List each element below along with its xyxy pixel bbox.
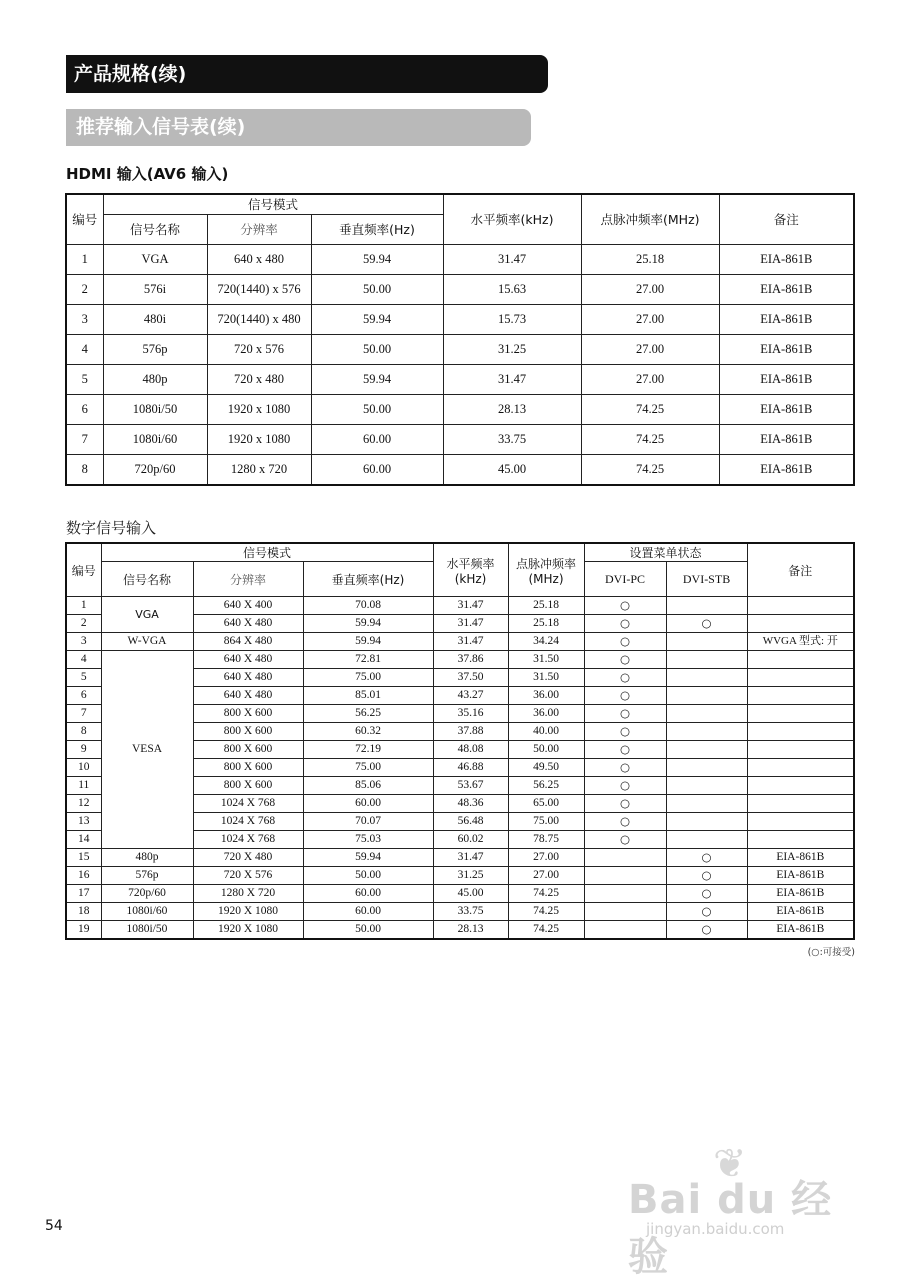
cell-clock: 74.25 [581, 454, 719, 485]
cell-vfreq: 60.00 [311, 454, 443, 485]
cell-num: 1 [66, 244, 103, 274]
cell-hfreq: 33.75 [433, 903, 508, 921]
cell-vfreq: 50.00 [303, 867, 433, 885]
cell-vfreq: 60.00 [303, 903, 433, 921]
cell-hfreq: 35.16 [433, 705, 508, 723]
cell-vfreq: 59.94 [311, 244, 443, 274]
table-row [66, 394, 854, 424]
table-row [66, 921, 854, 940]
cell-res: 800 X 600 [193, 759, 303, 777]
cell-clock: 27.00 [508, 849, 584, 867]
cell-hfreq: 56.48 [433, 813, 508, 831]
col-header-clock: 点脉冲频率(MHz) [508, 543, 584, 597]
cell-name: 720p/60 [101, 885, 193, 903]
cell-hfreq: 28.13 [433, 921, 508, 940]
cell-dvistb: ○ [666, 903, 747, 921]
cell-name: 1080i/60 [101, 903, 193, 921]
cell-vfreq: 72.81 [303, 651, 433, 669]
cell-num: 3 [66, 633, 101, 651]
table-row [66, 274, 854, 304]
cell-dvistb [666, 633, 747, 651]
col-header-hfreq: 水平频率(kHz) [443, 194, 581, 244]
cell-vfreq: 70.08 [303, 597, 433, 615]
cell-clock: 25.18 [508, 597, 584, 615]
cell-num: 8 [66, 454, 103, 485]
cell-name: 480i [103, 304, 207, 334]
cell-num: 12 [66, 795, 101, 813]
watermark-url: jingyan.baidu.com [646, 1220, 785, 1238]
paw-icon: ❦ [713, 1141, 747, 1186]
cell-dvistb [666, 795, 747, 813]
cell-res: 1920 X 1080 [193, 921, 303, 940]
col-header-mode: 信号模式 [101, 543, 433, 562]
cell-remark: EIA-861B [747, 885, 854, 903]
cell-clock: 40.00 [508, 723, 584, 741]
cell-num: 4 [66, 334, 103, 364]
cell-clock: 27.00 [581, 364, 719, 394]
cell-vfreq: 60.00 [303, 795, 433, 813]
cell-res: 800 X 600 [193, 777, 303, 795]
cell-remark [747, 687, 854, 705]
cell-res: 720 X 480 [193, 849, 303, 867]
cell-name: 576p [103, 334, 207, 364]
watermark [628, 1140, 868, 1280]
cell-dvipc: ○ [584, 795, 666, 813]
cell-res: 1920 X 1080 [193, 903, 303, 921]
cell-res: 720(1440) x 480 [207, 304, 311, 334]
cell-num: 2 [66, 615, 101, 633]
cell-res: 640 X 480 [193, 651, 303, 669]
cell-clock: 31.50 [508, 669, 584, 687]
hdmi-table-title: HDMI 输入(AV6 输入) [66, 165, 229, 183]
cell-hfreq: 45.00 [443, 454, 581, 485]
cell-name: 576i [103, 274, 207, 304]
cell-clock: 74.25 [508, 885, 584, 903]
table-row [66, 364, 854, 394]
cell-remark: EIA-861B [747, 849, 854, 867]
cell-res: 1024 X 768 [193, 813, 303, 831]
cell-hfreq: 31.47 [433, 615, 508, 633]
cell-res: 1920 x 1080 [207, 424, 311, 454]
col-header-vfreq: 垂直频率(Hz) [311, 214, 443, 244]
cell-clock: 65.00 [508, 795, 584, 813]
cell-dvistb [666, 777, 747, 795]
col-header-res: 分辨率 [193, 562, 303, 597]
cell-hfreq: 28.13 [443, 394, 581, 424]
col-header-name: 信号名称 [103, 214, 207, 244]
cell-vfreq: 50.00 [311, 394, 443, 424]
cell-clock: 75.00 [508, 813, 584, 831]
cell-clock: 74.25 [508, 921, 584, 940]
table-row [66, 633, 854, 651]
cell-dvipc: ○ [584, 759, 666, 777]
digital-table-title: 数字信号输入 [66, 519, 157, 537]
cell-hfreq: 60.02 [433, 831, 508, 849]
cell-res: 800 X 600 [193, 705, 303, 723]
cell-dvipc: ○ [584, 597, 666, 615]
cell-vfreq: 75.00 [303, 669, 433, 687]
cell-num: 13 [66, 813, 101, 831]
cell-dvistb [666, 741, 747, 759]
cell-hfreq: 48.08 [433, 741, 508, 759]
cell-num: 6 [66, 394, 103, 424]
cell-dvipc: ○ [584, 777, 666, 795]
cell-remark [747, 597, 854, 615]
cell-num: 9 [66, 741, 101, 759]
cell-dvipc [584, 867, 666, 885]
cell-res: 1024 X 768 [193, 795, 303, 813]
cell-hfreq: 15.73 [443, 304, 581, 334]
cell-name: 576p [101, 867, 193, 885]
cell-vfreq: 50.00 [303, 921, 433, 940]
cell-vfreq: 59.94 [303, 633, 433, 651]
table-row [66, 304, 854, 334]
cell-name: 480p [103, 364, 207, 394]
cell-name: VGA [103, 244, 207, 274]
cell-clock: 31.50 [508, 651, 584, 669]
cell-clock: 78.75 [508, 831, 584, 849]
cell-clock: 27.00 [581, 304, 719, 334]
cell-res: 864 X 480 [193, 633, 303, 651]
cell-name: 1080i/60 [103, 424, 207, 454]
cell-hfreq: 46.88 [433, 759, 508, 777]
cell-vfreq: 59.94 [303, 849, 433, 867]
cell-hfreq: 31.47 [433, 597, 508, 615]
cell-num: 3 [66, 304, 103, 334]
cell-hfreq: 37.86 [433, 651, 508, 669]
cell-dvipc: ○ [584, 831, 666, 849]
col-header-num: 编号 [66, 543, 101, 597]
cell-dvistb [666, 669, 747, 687]
cell-res: 800 X 600 [193, 741, 303, 759]
col-header-menu: 设置菜单状态 [584, 543, 747, 562]
cell-remark: EIA-861B [719, 364, 854, 394]
cell-hfreq: 31.47 [443, 364, 581, 394]
cell-res: 640 X 480 [193, 669, 303, 687]
col-header-hfreq: 水平频率(kHz) [433, 543, 508, 597]
cell-remark: EIA-861B [719, 244, 854, 274]
cell-res: 640 X 400 [193, 597, 303, 615]
cell-name-group-vesa: VESA [101, 651, 193, 849]
cell-remark [747, 795, 854, 813]
cell-clock: 34.24 [508, 633, 584, 651]
cell-dvipc [584, 849, 666, 867]
col-header-name: 信号名称 [101, 562, 193, 597]
page-number: 54 [45, 1218, 63, 1234]
cell-remark [747, 759, 854, 777]
cell-vfreq: 50.00 [311, 334, 443, 364]
cell-vfreq: 59.94 [311, 364, 443, 394]
cell-dvistb [666, 831, 747, 849]
cell-vfreq: 70.07 [303, 813, 433, 831]
cell-dvipc [584, 885, 666, 903]
cell-remark: WVGA 型式: 开 [747, 633, 854, 651]
cell-num: 4 [66, 651, 101, 669]
cell-vfreq: 50.00 [311, 274, 443, 304]
cell-clock: 56.25 [508, 777, 584, 795]
cell-remark: EIA-861B [719, 304, 854, 334]
cell-dvipc: ○ [584, 687, 666, 705]
cell-vfreq: 59.94 [311, 304, 443, 334]
cell-dvistb [666, 759, 747, 777]
cell-hfreq: 45.00 [433, 885, 508, 903]
table-row [66, 597, 854, 615]
cell-dvistb: ○ [666, 615, 747, 633]
cell-remark [747, 669, 854, 687]
cell-remark: EIA-861B [747, 867, 854, 885]
cell-dvistb: ○ [666, 867, 747, 885]
table-row [66, 651, 854, 669]
cell-remark [747, 741, 854, 759]
table-row [66, 244, 854, 274]
cell-num: 1 [66, 597, 101, 615]
cell-clock: 74.25 [508, 903, 584, 921]
table-row [66, 849, 854, 867]
cell-name: 1080i/50 [103, 394, 207, 424]
cell-name: 480p [101, 849, 193, 867]
cell-clock: 36.00 [508, 687, 584, 705]
cell-remark: EIA-861B [719, 334, 854, 364]
cell-hfreq: 48.36 [433, 795, 508, 813]
cell-remark: EIA-861B [747, 903, 854, 921]
cell-clock: 25.18 [508, 615, 584, 633]
section-title-bar: 产品规格(续) [66, 55, 548, 93]
cell-hfreq: 31.47 [433, 849, 508, 867]
cell-num: 7 [66, 424, 103, 454]
cell-dvistb [666, 813, 747, 831]
cell-clock: 50.00 [508, 741, 584, 759]
cell-dvistb: ○ [666, 849, 747, 867]
cell-num: 5 [66, 364, 103, 394]
cell-res: 640 x 480 [207, 244, 311, 274]
cell-clock: 36.00 [508, 705, 584, 723]
cell-num: 17 [66, 885, 101, 903]
col-header-remark: 备注 [747, 543, 854, 597]
col-header-vfreq: 垂直频率(Hz) [303, 562, 433, 597]
cell-hfreq: 31.25 [433, 867, 508, 885]
cell-num: 14 [66, 831, 101, 849]
cell-hfreq: 31.25 [443, 334, 581, 364]
cell-name: W-VGA [101, 633, 193, 651]
cell-hfreq: 37.88 [433, 723, 508, 741]
cell-hfreq: 31.47 [433, 633, 508, 651]
cell-vfreq: 72.19 [303, 741, 433, 759]
cell-dvipc: ○ [584, 669, 666, 687]
hdmi-signal-table [65, 193, 855, 486]
cell-dvipc [584, 921, 666, 940]
cell-hfreq: 31.47 [443, 244, 581, 274]
cell-dvistb [666, 705, 747, 723]
cell-hfreq: 43.27 [433, 687, 508, 705]
cell-remark [747, 723, 854, 741]
cell-clock: 27.00 [508, 867, 584, 885]
cell-remark: EIA-861B [747, 921, 854, 940]
cell-res: 720 x 480 [207, 364, 311, 394]
acceptance-note: (○:可接受) [807, 947, 855, 958]
cell-vfreq: 75.03 [303, 831, 433, 849]
cell-num: 15 [66, 849, 101, 867]
cell-hfreq: 37.50 [433, 669, 508, 687]
cell-dvipc: ○ [584, 615, 666, 633]
cell-dvistb [666, 597, 747, 615]
cell-num: 11 [66, 777, 101, 795]
cell-remark [747, 651, 854, 669]
cell-dvipc: ○ [584, 705, 666, 723]
table-row [66, 454, 854, 485]
cell-clock: 49.50 [508, 759, 584, 777]
col-header-clock: 点脉冲频率(MHz) [581, 194, 719, 244]
cell-num: 6 [66, 687, 101, 705]
col-header-num: 编号 [66, 194, 103, 244]
table-row [66, 867, 854, 885]
cell-remark: EIA-861B [719, 424, 854, 454]
cell-dvipc: ○ [584, 651, 666, 669]
watermark-brand: Bai du 经验 [628, 1177, 833, 1280]
cell-res: 640 X 480 [193, 687, 303, 705]
cell-num: 7 [66, 705, 101, 723]
cell-num: 16 [66, 867, 101, 885]
cell-name: 1080i/50 [101, 921, 193, 940]
cell-name-group-vga: VGA [101, 597, 193, 633]
cell-dvipc: ○ [584, 723, 666, 741]
cell-remark [747, 831, 854, 849]
cell-remark [747, 777, 854, 795]
cell-dvistb [666, 723, 747, 741]
subsection-title-bar: 推荐输入信号表(续) [66, 109, 531, 146]
cell-res: 800 X 600 [193, 723, 303, 741]
cell-res: 1280 x 720 [207, 454, 311, 485]
cell-vfreq: 59.94 [303, 615, 433, 633]
cell-hfreq: 15.63 [443, 274, 581, 304]
cell-clock: 74.25 [581, 424, 719, 454]
cell-hfreq: 53.67 [433, 777, 508, 795]
cell-res: 720(1440) x 576 [207, 274, 311, 304]
col-header-remark: 备注 [719, 194, 854, 244]
table-row [66, 424, 854, 454]
cell-vfreq: 85.06 [303, 777, 433, 795]
cell-dvistb [666, 651, 747, 669]
digital-signal-table [65, 542, 855, 940]
cell-vfreq: 56.25 [303, 705, 433, 723]
cell-vfreq: 75.00 [303, 759, 433, 777]
cell-clock: 27.00 [581, 274, 719, 304]
col-header-dvistb: DVI-STB [666, 562, 747, 597]
cell-dvipc: ○ [584, 633, 666, 651]
cell-num: 5 [66, 669, 101, 687]
cell-dvipc [584, 903, 666, 921]
cell-vfreq: 60.32 [303, 723, 433, 741]
cell-num: 2 [66, 274, 103, 304]
cell-num: 19 [66, 921, 101, 940]
table-row [66, 885, 854, 903]
cell-dvistb: ○ [666, 921, 747, 940]
cell-dvipc: ○ [584, 741, 666, 759]
col-header-mode: 信号模式 [103, 194, 443, 214]
cell-name: 720p/60 [103, 454, 207, 485]
cell-num: 10 [66, 759, 101, 777]
table-row [66, 334, 854, 364]
cell-num: 8 [66, 723, 101, 741]
cell-clock: 27.00 [581, 334, 719, 364]
cell-vfreq: 85.01 [303, 687, 433, 705]
col-header-dvipc: DVI-PC [584, 562, 666, 597]
cell-remark [747, 615, 854, 633]
cell-remark: EIA-861B [719, 454, 854, 485]
table-row [66, 903, 854, 921]
col-header-res: 分辨率 [207, 214, 311, 244]
cell-res: 720 x 576 [207, 334, 311, 364]
cell-res: 1280 X 720 [193, 885, 303, 903]
cell-vfreq: 60.00 [303, 885, 433, 903]
cell-dvistb: ○ [666, 885, 747, 903]
cell-res: 1920 x 1080 [207, 394, 311, 424]
cell-remark: EIA-861B [719, 394, 854, 424]
cell-res: 1024 X 768 [193, 831, 303, 849]
cell-dvistb [666, 687, 747, 705]
cell-res: 720 X 576 [193, 867, 303, 885]
cell-clock: 74.25 [581, 394, 719, 424]
cell-remark: EIA-861B [719, 274, 854, 304]
cell-vfreq: 60.00 [311, 424, 443, 454]
cell-remark [747, 705, 854, 723]
cell-num: 18 [66, 903, 101, 921]
cell-res: 640 X 480 [193, 615, 303, 633]
cell-remark [747, 813, 854, 831]
cell-clock: 25.18 [581, 244, 719, 274]
cell-dvipc: ○ [584, 813, 666, 831]
cell-hfreq: 33.75 [443, 424, 581, 454]
